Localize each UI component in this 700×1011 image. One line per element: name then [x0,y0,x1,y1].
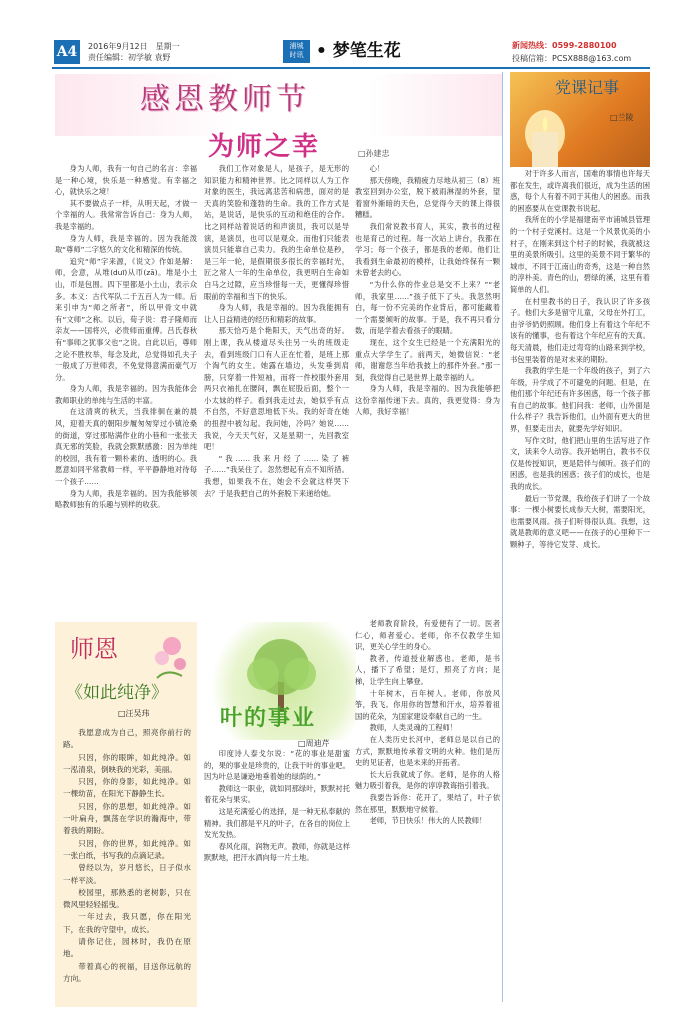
column-divider [502,72,503,1002]
article2-title: 叶的事业 [220,706,317,731]
issue-info [88,41,180,63]
paragraph: 心！ [369,164,385,173]
poem-title: 《如此纯净》 [66,683,168,703]
paragraph: 我要告诉你：花开了，果结了，叶子依然在那里，默默地守候着。 [355,792,500,814]
poem-body [63,727,191,1005]
paragraph: “我……我来月经了……染了裤子……”我呆住了。忽然想起有点不知所措。我想，如果我不在，她会不会就这样哭下去？于是我把自己的外套脱下来递给她。 [204,453,349,498]
sidebar-article-title: 党课记事 [555,78,620,97]
issue-date: 2016年9月12日 星期一 [88,42,180,51]
header-rule [52,67,650,69]
paragraph: 春风化雨，润物无声。教师，你就是这样默默地，把汗水洒向每一片土地。 [204,841,350,863]
column-name: • 梦笔生花 [316,41,401,61]
paragraph: 教师这一职业，就如同那绿叶，默默衬托着花朵与果实。 [204,783,350,805]
paragraph: 一年过去，我只愿，你在阳光下，在我的守望中，成长。 [63,912,191,934]
article-column-2 [204,163,349,615]
page-number: A4 [54,40,80,64]
paragraph: 其不要做点子一样，从明天起，才做一个幸福的人。我常常告诉自己：身为人师，我是幸福的。 [55,198,197,231]
paragraph: 印度诗人泰戈尔说：“花的事业是甜蜜的，果的事业是珍贵的，让我干叶的事业吧。因为叶总是谦逊地垂着她的绿荫的。” [204,749,350,782]
paragraph: 身为人师，我是幸福的。因为我能拥有让人日益精进的经历和精彩的故事。 [204,303,349,324]
paragraph: 身为人师，我有一句自己的名言：幸福是一种心境，快乐是一种感觉。有幸福之心，就快乐之境！ [55,164,197,197]
paragraph: 带着真心的祝福，目送你远航的方向。 [63,961,191,983]
article2-author: □周迪芹 [298,739,330,748]
news-hotline: 新闻热线：0599-2880100 [512,41,617,50]
sidebar-article-body [510,168,650,1004]
paragraph: 那天傍晚，我精疲力尽地从初三（8）班教室回到办公室，脱下被雨淋湿的外套，望着窗外渐暗的天色，总觉得今天的课上得很糟糕。 [355,175,500,220]
sidebar-article-author: □兰陵 [610,113,634,122]
article-column-1 [55,163,197,615]
paragraph: 曾经以为，岁月悠长，日子似水一样平淡。 [63,863,191,885]
paragraph: 校园里，那熟悉的老树影，只在微风里轻轻摇曳。 [63,887,191,910]
paragraph: 我们工作对象是人，是孩子，是无形的知识能力和精神世界。比之同样以人为工作对象的医生，我远离悲苦和病患，面对的是天真的笑脸和蓬勃的生命。我的工作方式是站，是说话，是快乐的互动和绝佳的合作。比之同样站着说话的和声演员，我可以是导演，是演员，也可以是观众。而他们只能表演员只能靠自己卖力。我的生命单位是秒，是三年一轮，是假期很多很长的幸福时光，匠之常人一年的生命单位，我更明白生命如白马之过隙，应当珍惜每一天，更懂得珍惜眼前的幸福和当下的快乐。 [204,164,349,301]
paragraph: 十年树木，百年树人。老师，你放风筝，我飞。你用你的智慧和汗水，培养着祖国的花朵，为国家建设奉献自己的一生。 [355,688,500,721]
paragraph: 教师，人类灵魂的工程师！ [369,723,458,733]
poem-header-text: 师恩 [70,635,118,663]
paragraph: 身为人师，我是幸福的。因为我能够领略教师独有的乐趣与别样的收获。 [55,488,197,510]
paragraph: 那天恰巧是个艳阳天，天气出奇的好。刚上课，我从楼道尽头往另一头的班级走去，看到班级门口有人正在忙着，是班上那个淘气的女生。她露在墙边，头发垂到肩膀，只穿着一件短袖，而将一件校服外套用两只衣袖扎在腰间，飘在屁股后面，整个一小太妹的样子。看到我走过去，她似乎有点不自然，不好意思地低下头。我的好奇在她的扭捏中被勾起。我问她，冷吗？她说……我说，今天天气好，又是星期一，先回教室吧！ [204,326,349,452]
article2-column-2 [355,618,500,1008]
paragraph: “为什么你的作业总是交不上来？”“老师，我家里……”孩子低下了头。我忽然明白，每一份不完美的作业背后，都可能藏着一个需要倾听的故事。于是，我不再只看分数，而是学着去看孩子的眼睛。 [355,279,500,336]
paragraph: 对于许多人而言，国难的事情也许每天都在发生，或许离我们很近，成为生活的困惑，每个人有着不同于其他人的困惑。而我的困惑要从在党课教书说起。 [510,169,650,213]
paragraph: 现在，这个女生已经是一个充满阳光的重点大学学生了。前两天，她微信说：“老师，谢谢您当年给我披上的那件外套。”那一刻，我觉得自己是世界上最幸福的人。 [355,337,500,382]
paragraph: 我愿意成为自己，照亮你前行的路。 [63,728,191,750]
paragraph: 在人类历史长河中，老师总是以自己的方式，默默地传承着文明的火种。他们是历史的见证者，也是未来的开拓者。 [355,734,500,768]
submission-email: 投稿信箱：PCSX888@163.com [512,54,632,63]
paragraph: 这是充满爱心的选择，是一种无私奉献的精神。我们都是平凡的叶子，在各自的岗位上发光发热。 [204,806,350,840]
paragraph: 身为人师，我是幸福的。因为我能体会教师职业的单纯与生活的丰富。 [55,384,197,405]
banner-title: 感恩教师节 [140,82,310,117]
paragraph: 老师教育阶段，有爱便有了一切。医者仁心，师者爱心。老师，你不仅教学生知识，更关心学生的身心。 [355,619,500,652]
paragraph: 只因，你的身影，如此纯净。如一棵幼苗，在阳光下静静生长。 [63,777,191,799]
paragraph: 写作文时，他们把山里的生活写进了作文，读来令人动容。我开始明白，教书不仅仅是传授知识，更是陪伴与倾听。孩子们的困惑，也是我的困惑；孩子们的成长，也是我的成长。 [510,435,650,492]
paragraph: 身为人师，我是幸福的。因为我能够把这份幸福传递下去。真的，我更觉得：身为人师，我好幸福！ [355,384,500,417]
article-title: 为师之幸 [208,132,321,162]
paragraph: 只因，你的眼眸，如此纯净。如一泓清泉，倒映我的光彩，美丽。 [63,752,191,774]
issue-editor: 责任编辑：初学敏 袁野 [88,53,171,62]
article2-column-1 [204,748,350,1008]
article-column-3 [355,163,500,615]
poem-author: □汪吴玮 [118,709,150,718]
paragraph: 长大后我就成了你。老师，是你的人格魅力吸引着我，是你的谆谆教诲指引着我。 [355,769,500,791]
article-author: □孙建忠 [358,149,390,158]
paragraph: 我们常说教书育人，其实，教书的过程也是育己的过程。每一次站上讲台，我都在学习；每一个孩子，都是我的老师。他们让我看到生命最初的模样，让我始终保有一颗未曾老去的心。 [355,221,500,278]
paragraph: 追究“师”字来源，《说文》作如是解：师，会意，从堆(duī)从帀(zā)。堆是小土山，帀是包围。四下里都是小土山，表示众多。本义：古代军队二千五百人为一师。后来引申为“师之所者”，所以甲骨文中就有“文师”之称。以后，荀子说：君子隆师而亲友——国将兴，必贵师而重傅。吕氏春秋有“事师之犹事父也”之说。自此以后，尊师之论不胜枚举，每念及此，总觉得如孔夫子一般成了万世师表，不免觉得意满而豪气万分。 [55,256,197,382]
paragraph: 我所在的小学是福建南平市浦城县管理的一个村子党溪村。这是一个风景优美的小村子，在刚来到这个村子的时候，我就被这里的美景所吸引。这里的美景不同于繁华的城市，不同于江南山的奇秀，这是一种自然的淳朴美。青色的山，碧绿的溪，这里有着简单的人们。 [510,215,650,294]
paragraph: 最后一节党课，我给孩子们讲了一个故事：一棵小树要长成参天大树，需要阳光，也需要风雨。孩子们听得很认真。我想，这就是教师的意义吧——在孩子的心里种下一颗种子，等待它发芽、成长。 [510,493,650,549]
paragraph: 只因，你的世界，如此纯净。如一张白纸，书写我的点滴记录。 [63,838,191,860]
paragraph: 我教的学生是一个年级的孩子，到了六年级，升学成了不可避免的问题。但是，在他们那个年纪还有许多困惑，每一个孩子都有自己的故事。他们问我：老师，山外面是什么样子？我告诉他们，山外面有更大的世界，但要走出去，就要先学好知识。 [510,366,650,434]
paragraph: 在村里教书的日子，我认识了许多孩子。他们大多是留守儿童，父母在外打工，由爷爷奶奶照顾。他们身上有着这个年纪不该有的懂事，也有着这个年纪应有的天真。每天清晨，他们走过弯弯的山路来到学校，书包里装着的是对未来的期盼。 [510,296,650,364]
column-tag: 浦城 时讯 [283,40,310,63]
paragraph: 教者，传道授业解惑也。老师，是书人，播下了希望；是灯，照亮了方向；是梯，让学生向上攀登。 [355,653,500,686]
paragraph: 在这清爽的秋天，当我徘徊在兼的晨风，迎着天真的朝阳步履匆匆穿过小镇沧桑的街道，穿过那贴满作业的小巷和一张张天真无邪的笑脸，我就会默默感激：因为单纯的校园，我有着一颗朴素的、透明的心。我愿意如同平常教师一样，平平静静地对待每一个孩子…… [55,407,197,487]
paragraph: 身为人师，我是幸福的。因为我能泼取“尊师”二字悠久的文化和精深的传统。 [55,233,197,255]
poem-header-art [62,628,192,684]
paragraph: 请你记住，园林时，我仍在原地。 [63,937,191,959]
paragraph: 只因，你的思想，如此纯净。如一叶扁舟，飘荡在学识的瀚海中，带着我的期盼。 [63,801,191,836]
paragraph: 老师，节日快乐！伟大的人民教师！ [369,816,487,826]
